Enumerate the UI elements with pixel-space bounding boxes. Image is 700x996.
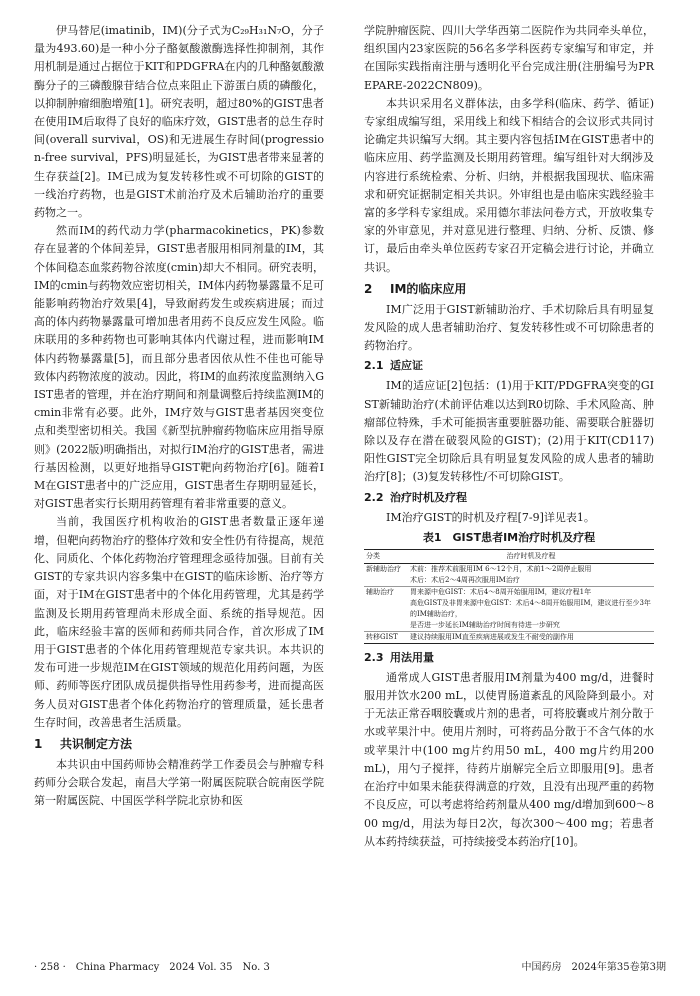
paragraph: 伊马替尼(imatinib，IM)(分子式为C₂₉H₃₁N₇O，分子量为493.60)是一种小分子酪氨酸激酶选择性抑制剂，其作用机制是通过占据位于KIT和PDGFRA在内的几种酪氨酸激酶分子的三磷酸腺苷结合位点来阻止下游蛋白质的磷酸化，以抑制肿瘤细胞增殖[1]。研究表明，超过80%的GIST患者在使用IM后取得了良好的临床疗效，GIST患者的总生存时间(overall survival，OS)和无进展生存时间(progression-free survival，PFS)明显延长，为GIST患者带来显著的生存获益[2]。IM已成为复发转移性或不可切除的GIST的一线治疗药物，也是GIST术前治疗及术后辅助治疗的重要药物之一。 xyxy=(34,24,324,220)
table-cell-text: 建议持续服用IM直至疾病进展或发生不耐受的副作用 xyxy=(408,631,654,643)
table-header: 治疗时机及疗程 xyxy=(408,549,654,563)
table-row xyxy=(364,586,654,598)
paragraph: 学院肿瘤医院、四川大学华西第二医院作为共同牵头单位，组织国内23家医院的56名多学科医药专家编写和审定，并在国际实践指南注册与透明化平台完成注册(注册编号为PREPARE-2022CN809)。 xyxy=(364,24,654,92)
table-cell-text: 术后：术后2～4周再次服用IM治疗 xyxy=(410,575,520,584)
section-number: 1 xyxy=(34,736,43,751)
table-cell-category: 转移GIST xyxy=(364,631,408,643)
table-cell-category xyxy=(364,598,408,620)
table-header-row xyxy=(364,549,654,563)
paragraph: IM治疗GIST的时机及疗程[7-9]详见表1。 xyxy=(386,510,595,524)
subsection-title: 适应证 xyxy=(390,359,423,373)
table-cell-text: 是否进一步延长IM辅助治疗时间有待进一步研究 xyxy=(410,620,560,629)
subsection-heading xyxy=(364,356,654,376)
table-row xyxy=(364,598,654,620)
table-row xyxy=(364,563,654,575)
subsection-number: 2.3 xyxy=(364,650,384,664)
table-cell-text: 高危GIST及非胃来源中危GIST：术后4～8周开始服用IM，建议进行至少3年的IM辅助治疗， xyxy=(410,598,651,618)
table-cell-text: 术前：推荐术前服用IM 6～12个月，术前1～2周停止服用 xyxy=(410,564,592,573)
table-body xyxy=(364,563,654,643)
left-column xyxy=(34,22,324,811)
subsection-number: 2.1 xyxy=(364,359,384,373)
table-cell-text: 胃来源中危GIST：术后4～8周开始服用IM，建议疗程1年 xyxy=(408,586,654,598)
paragraph: 本共识采用名义群体法，由多学科(临床、药学、循证)专家组成编写组，采用线上和线下相结合的会议形式共同讨论确定共识编写大纲。其主要内容包括IM在GIST患者中的临床应用、药学监测及长期用药管理。编写组针对大纲涉及内容进行系统检索、分析、归纳，并根据我国现状、临床需求和研究证据制定相关共识。外审组也是由临床实践经验丰富的多学科专家组成。采用德尔菲法问卷方式，开放收集专家的外审意见，并对意见进行整理、归纳、分析、反馈、修订，最后由牵头单位医药专家召开定稿会进行讨论，并确立共识。 xyxy=(364,96,654,274)
section-number: 2 xyxy=(364,281,373,296)
subsection-heading xyxy=(364,648,654,668)
page-footer-right: 中国药房 2024年第35卷第3期 xyxy=(521,962,666,973)
subsection-heading xyxy=(364,488,654,508)
table-cell-category xyxy=(364,620,408,632)
section-title: IM的临床应用 xyxy=(390,281,467,296)
subsection-number: 2.2 xyxy=(364,490,384,504)
table-row xyxy=(364,620,654,632)
table-row xyxy=(364,575,654,587)
table-cell-category: 新辅助治疗 xyxy=(366,564,401,573)
timing-table xyxy=(364,549,654,644)
page-footer-left: · 258 · China Pharmacy 2024 Vol. 35 No. 3 xyxy=(34,962,270,973)
paragraph: IM广泛用于GIST新辅助治疗、手术切除后具有明显复发风险的成人患者辅助治疗、复发转移性或不可切除患者的药物治疗。 xyxy=(364,302,654,353)
subsection-title: 治疗时机及疗程 xyxy=(390,490,467,504)
table-cell-category xyxy=(364,575,408,587)
paragraph: 本共识由中国药师协会精准药学工作委员会与肿瘤专科药师分会联合发起，南昌大学第一附属医院联合皖南医学院第一附属医院、中国医学科学院北京协和医 xyxy=(34,757,324,808)
section-heading xyxy=(364,279,654,299)
table-row xyxy=(364,631,654,643)
table-cell-category: 辅助治疗 xyxy=(364,586,408,598)
paragraph: 当前，我国医疗机构收治的GIST患者数量正逐年递增，但靶向药物治疗的整体疗效和安全性仍有待提高，规范化、同质化、个体化药物治疗管理理念亟待加强。目前有关GIST的专家共识内容多集中在GIST的临床诊断、治疗等方面，对于IM在GIST患者中的个体化用药管理，尤其是药学监测及长期用药管理尚未形成全面、系统的指导规范。因此，临床经验丰富的医师和药师共同合作，首次形成了IM用于GIST患者的个体化用药管理规范专家共识。本共识的发布可进一步规范IM在GIST领域的规范化用药问题，为医师、药师等医疗团队成员提供指导性用药参考，进而提高医务人员对GIST患者个体化药物治疗的管理质量，延长患者生存时间，改善患者生活质量。 xyxy=(34,515,324,729)
table-header: 分类 xyxy=(364,549,408,563)
section-title: 共识制定方法 xyxy=(60,736,133,751)
right-column xyxy=(364,22,654,851)
subsection-title: 用法用量 xyxy=(390,650,434,664)
section-heading xyxy=(34,734,324,754)
paragraph: 然而IM的药代动力学(pharmacokinetics，PK)参数存在显著的个体间差异，GIST患者服用相同剂量的IM，其个体间稳态血浆药物谷浓度(cmin)却大不相同。研究表明，IM的cmin与药物效应密切相关，IM体内药物暴露量不足可能影响药物治疗效果[4]，导致耐药发生或疾病进展；而过高的体内药物暴露量可增加患者用药不良反应发生风险。临床联用的多种药物也可影响其体内代谢过程，进而影响IM体内药物暴露量[5]，而且部分患者因依从性不佳也可能导致体内药物浓度的波动。因此，将IM的血药浓度监测纳入GIST患者的管理，并在治疗期间和剂量调整后持续监测IM的cmin非常有必要。此外，IM疗效与GIST患者基因突变位点和类型密切相关。我国《新型抗肿瘤药物临床应用指导原则》(2022版)明确指出，对拟行IM治疗的GIST患者，需进行基因检测，以更好地指导GIST靶向药物治疗[6]。随着IM在GIST患者中的广泛应用，GIST患者生存期明显延长，对GIST患者实行长期用药管理有着非常重要的意义。 xyxy=(34,224,324,511)
paragraph: 通常成人GIST患者服用IM剂量为400 mg/d，进餐时服用并饮水200 mL，以使胃肠道紊乱的风险降到最小。对于无法正常吞咽胶囊或片剂的患者，可将胶囊或片剂分散于水或苹果汁中。使用片剂时，可将药品分散于不含气体的水或苹果汁中(100 mg片约用50 mL，400 mg片约用200 mL)，用勺子搅拌，待药片崩解完全后立即服用[9]。患者在治疗中如果未能获得满意的疗效，且没有出现严重的药物不良反应，可以考虑将给药剂量从400 mg/d增加到600～800 mg/d，用法为每日2次，每次300～400 mg；若患者从本药持续获益，可持续接受本药治疗[10]。 xyxy=(364,670,654,848)
paragraph: IM的适应证[2]包括：(1)用于KIT/PDGFRA突变的GIST新辅助治疗(术前评估难以达到R0切除、手术风险高、肿瘤部位特殊，手术可能损害重要脏器功能、需要联合脏器切除以及存在潜在破裂风险的GIST)；(2)用于KIT(CD117)阳性GIST完全切除后具有明显复发风险的成人患者的辅助治疗[8]；(3)复发转移性/不可切除GIST。 xyxy=(364,379,654,484)
table-title: 表1 GIST患者IM治疗时机及疗程 xyxy=(422,530,596,544)
